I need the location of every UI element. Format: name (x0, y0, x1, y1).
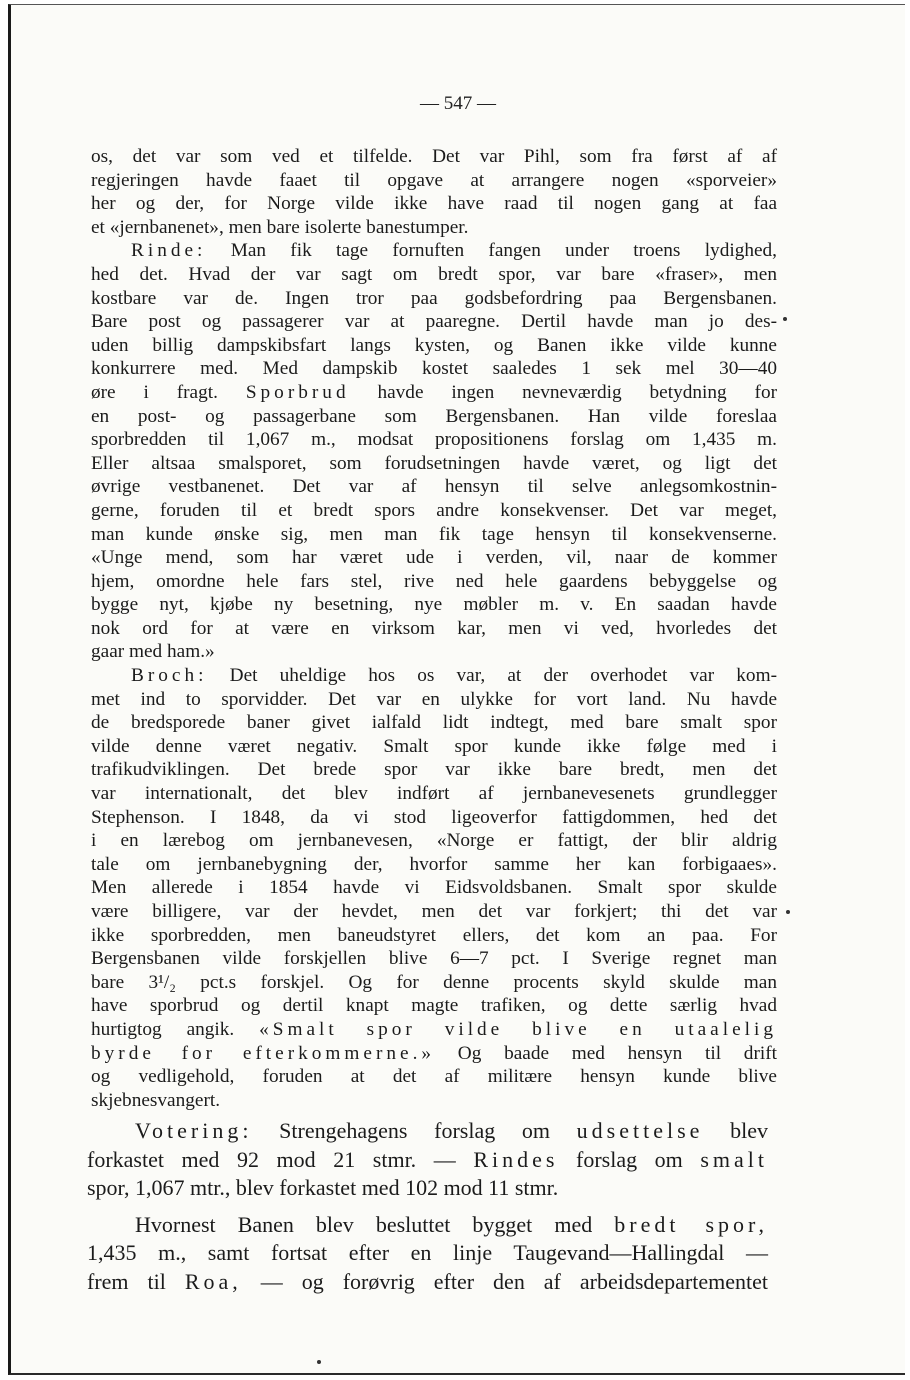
line-segment: bygge nyt, kjøbe ny besetning, nye møbler m. v. En saadan havde (91, 594, 777, 616)
spaced-emphasis: Rindes (473, 1146, 559, 1172)
text-line (91, 169, 777, 193)
text-line (91, 688, 777, 712)
scanned-page (8, 4, 905, 1375)
line-segment: regjeringen havde faaet til opgave at arrangere nogen «sporveier» (91, 169, 777, 191)
line-segment: blev (703, 1118, 768, 1143)
line-segment: et «jernbanenet», men bare isolerte banestumper. (91, 216, 469, 238)
text-line (91, 546, 777, 570)
text-line (87, 1146, 768, 1175)
text-line (91, 357, 777, 381)
text-line (91, 735, 777, 759)
text-line (91, 947, 777, 971)
text-line (91, 428, 777, 452)
line-segment: øvrige vestbanenet. Det var af hensyn til selve anlegsomkostnin- (91, 476, 777, 498)
text-line (91, 216, 777, 240)
spaced-emphasis: smalt (700, 1146, 769, 1172)
text-line (91, 971, 777, 995)
scan-speck (783, 317, 787, 321)
text-line (91, 617, 777, 641)
text-line (91, 192, 777, 216)
body-text-large (87, 1117, 768, 1296)
text-line (91, 711, 777, 735)
line-segment: havde ingen nevneværdig betydning for (349, 381, 778, 403)
line-segment: Men allerede i 1854 havde vi Eidsvoldsbanen. Smalt spor skulde (91, 877, 777, 899)
line-segment: have sporbrud og dertil knapt magte trafiken, og dette særlig hvad (91, 995, 777, 1017)
line-segment: — og forøvrig efter den af arbeidsdepartementet (241, 1268, 768, 1294)
line-segment: gaar med ham.» (91, 641, 215, 663)
line-segment: øre i fragt. (91, 381, 246, 403)
line-segment: hjem, omordne hele fars stel, rive ned hele gaardens bebyggelse og (91, 570, 777, 592)
text-line (91, 570, 777, 594)
line-segment: «Unge mend, som har været ude i verden, vil, naar de kommer (91, 547, 777, 569)
text-line (91, 900, 777, 924)
scan-speck (786, 910, 790, 914)
text-line (91, 452, 777, 476)
line-segment: tale om jernbanebygning der, hvorfor samme her kan forbigaaes». (91, 853, 777, 875)
line-segment: gerne, foruden til et bredt spors andre konsekvenser. Det var meget, (91, 499, 777, 521)
line-segment: her og der, for Norge vilde ikke have raad til nogen gang at faa (91, 193, 777, 215)
line-segment: Strengehagens forslag om (252, 1118, 577, 1143)
text-line (91, 381, 777, 405)
line-segment: Det uheldige hos os var, at der overhodet var kom- (207, 665, 777, 687)
text-line (91, 593, 777, 617)
body-text-small (91, 145, 777, 1112)
text-line (91, 806, 777, 830)
text-line (91, 1065, 777, 1089)
text-line (91, 994, 777, 1018)
spaced-emphasis: Sporbrud (245, 381, 350, 403)
text-line (91, 405, 777, 429)
text-line (91, 145, 777, 169)
line-segment: met ind to sporvidder. Det var en ulykke for vort land. Nu havde (91, 688, 777, 710)
line-segment: sporbredden til 1,067 m., modsat propositionens forslag om 1,435 m. (91, 429, 777, 451)
line-segment: spor, 1,067 mtr., blev forkastet med 102 mod 11 stmr. (87, 1175, 559, 1200)
page-number: — 547 — (420, 93, 496, 114)
line-segment: kostbare var de. Ingen tror paa godsbefordring paa Bergensbanen. (91, 287, 777, 309)
spaced-emphasis: Rinde: (131, 240, 207, 262)
text-line (91, 263, 777, 287)
line-segment: hed det. Hvad der var sagt om bredt spor, var bare «fraser», men (91, 263, 777, 285)
text-line (91, 523, 777, 547)
scan-speck (317, 1360, 321, 1364)
line-segment: Hvornest Banen blev besluttet bygget med (135, 1211, 615, 1237)
text-line (91, 287, 777, 311)
line-segment: Bare post og passagerer var at paaregne. Dertil havde man jo des- (91, 311, 777, 333)
text-line (91, 924, 777, 948)
text-line (87, 1239, 768, 1268)
text-line (87, 1211, 768, 1240)
line-segment: skjebnesvangert. (91, 1089, 221, 1111)
line-segment: bare 3¹/₂ pct.s forskjel. Og for denne procents skyld skulde man (91, 971, 777, 993)
spaced-emphasis: udsettelse (576, 1118, 704, 1143)
text-line (91, 334, 777, 358)
text-line (91, 1018, 777, 1042)
text-line (91, 640, 777, 664)
text-line (91, 829, 777, 853)
text-line (91, 1089, 777, 1113)
line-segment: frem til (87, 1268, 185, 1294)
line-segment: forslag om (558, 1146, 701, 1172)
text-line (91, 782, 777, 806)
line-segment: og vedligehold, foruden at det af militære hensyn kunde blive (91, 1066, 777, 1088)
text-line (91, 239, 777, 263)
line-segment: en post- og passagerbane som Bergensbanen. Han vilde foreslaa (91, 405, 777, 427)
line-segment: 1,435 m., samt fortsat efter en linje Taugevand—Hallingdal — (87, 1240, 768, 1265)
text-line (91, 664, 777, 688)
text-line (91, 876, 777, 900)
text-line (91, 758, 777, 782)
line-segment: Stephenson. I 1848, da vi stod ligeoverfor fattigdommen, hed det (91, 806, 777, 828)
line-segment: de bredsporede baner givet ialfald lidt indtegt, med bare smalt spor (91, 712, 777, 734)
spaced-emphasis: byrde for efterkommerne.» (91, 1042, 436, 1064)
text-line (91, 853, 777, 877)
text-line (87, 1174, 768, 1203)
line-segment: var internationalt, det blev indført af jernbanevesenets grundlegger (91, 783, 777, 805)
line-segment: uden billig dampskibsfart langs kysten, og Banen ikke vilde kunne (91, 334, 777, 356)
line-segment: nok ord for at være en virksom kar, men vi ved, hvorledes det (91, 617, 777, 639)
text-line (91, 1042, 777, 1066)
line-segment: være billigere, var der hevdet, men det var forkjert; thi det var (91, 901, 777, 922)
line-segment: i en lærebog om jernbanevesen, «Norge er fattigt, der blir aldrig (91, 830, 777, 852)
line-segment: forkastet med 92 mod 21 stmr. — (87, 1146, 474, 1172)
spaced-emphasis: Votering: (135, 1118, 253, 1143)
line-segment: konkurrere med. Med dampskib kostet saaledes 1 sek mel 30—40 (91, 358, 777, 380)
line-segment: Man fik tage fornuften fangen under troens lydighed, (206, 240, 777, 262)
line-segment: Eller altsaa smalsporet, som forudsetningen havde været, og ligt det (91, 452, 777, 474)
line-segment: os, det var som ved et tilfelde. Det var Pihl, som fra først af af (91, 146, 777, 167)
text-line (91, 475, 777, 499)
line-segment: vilde denne været negativ. Smalt spor kunde ikke følge med i (91, 735, 777, 757)
text-line (91, 310, 777, 334)
line-segment: trafikudviklingen. Det brede spor var ikke bare bredt, men det (91, 759, 777, 781)
line-segment: ikke sporbredden, men baneudstyret ellers, det kom an paa. For (91, 924, 777, 946)
line-segment: Og baade med hensyn til drift (435, 1042, 777, 1064)
spaced-emphasis: «Smalt spor vilde blive en utaalelig (259, 1018, 777, 1040)
text-line (87, 1117, 768, 1146)
line-segment: hurtigtog angik. (91, 1018, 260, 1040)
text-line (87, 1268, 768, 1297)
paragraph-gap (87, 1203, 768, 1211)
line-segment: man kunde ønske sig, men man fik tage hensyn til konsekvenserne. (91, 523, 777, 545)
spaced-emphasis: bredt spor, (614, 1211, 768, 1237)
spaced-emphasis: Roa, (184, 1268, 242, 1294)
spaced-emphasis: Broch: (131, 665, 208, 687)
line-segment: Bergensbanen vilde forskjellen blive 6—7 pct. I Sverige regnet man (91, 948, 777, 970)
text-line (91, 499, 777, 523)
